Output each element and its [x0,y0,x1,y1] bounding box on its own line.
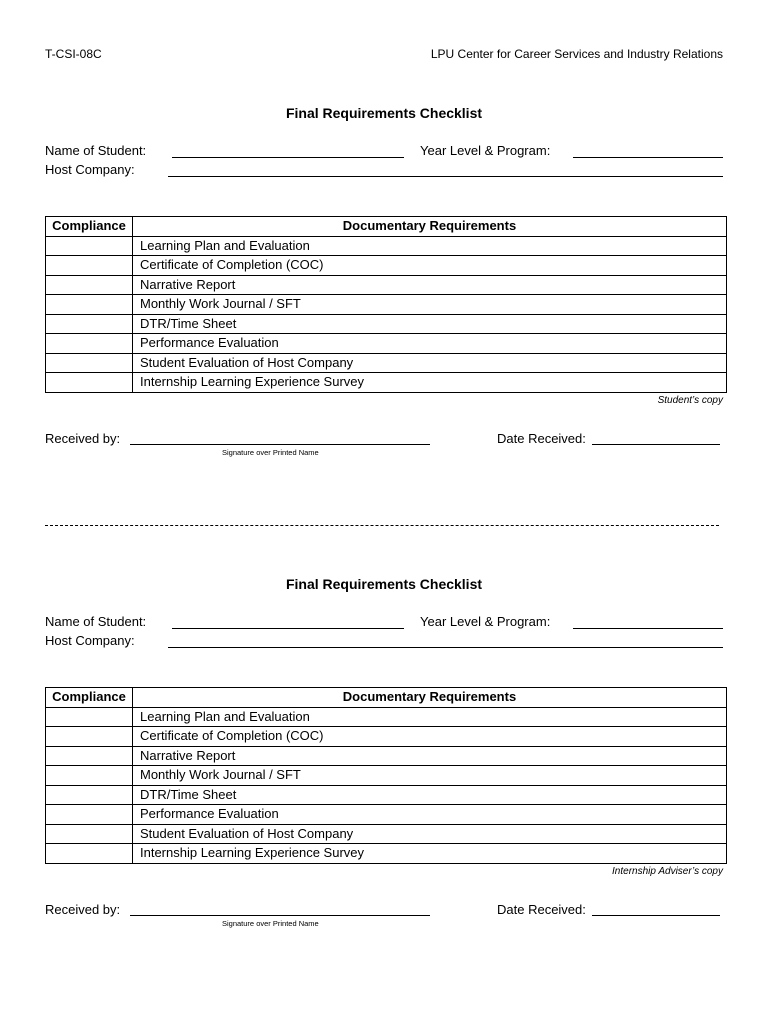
compliance-cell[interactable] [46,824,133,844]
copy-label: Internship Adviser’s copy [612,866,723,877]
student-name-field[interactable] [172,157,404,158]
requirement-cell: Monthly Work Journal / SFT [133,295,727,315]
student-name-field[interactable] [172,628,404,629]
compliance-header: Compliance [46,688,133,708]
table-row [46,314,727,334]
table-row [46,805,727,825]
compliance-cell[interactable] [46,707,133,727]
signature-caption: Signature over Printed Name [222,919,319,928]
requirement-cell: Narrative Report [133,275,727,295]
year-program-label: Year Level & Program: [420,614,551,629]
compliance-cell[interactable] [46,314,133,334]
compliance-header: Compliance [46,217,133,237]
form-title: Final Requirements Checklist [285,105,483,121]
host-company-field[interactable] [168,647,723,648]
table-row [46,824,727,844]
table-row [46,785,727,805]
requirement-cell: Performance Evaluation [133,334,727,354]
host-company-label: Host Company: [45,162,135,177]
requirement-cell: Monthly Work Journal / SFT [133,766,727,786]
requirement-cell: Certificate of Completion (COC) [133,727,727,747]
table-row [46,844,727,864]
signature-caption: Signature over Printed Name [222,448,319,457]
requirement-cell: Student Evaluation of Host Company [133,353,727,373]
host-company-label: Host Company: [45,633,135,648]
requirements-table [45,216,727,393]
form-code: T-CSI-08C [45,47,102,61]
compliance-cell[interactable] [46,766,133,786]
compliance-cell[interactable] [46,334,133,354]
requirement-cell: Internship Learning Experience Survey [133,373,727,393]
office-name: LPU Center for Career Services and Industry Relations [430,47,723,61]
year-program-field[interactable] [573,628,723,629]
table-row [46,334,727,354]
compliance-cell[interactable] [46,256,133,276]
compliance-cell[interactable] [46,373,133,393]
date-received-label: Date Received: [497,902,586,917]
year-program-field[interactable] [573,157,723,158]
requirement-cell: Learning Plan and Evaluation [133,236,727,256]
requirement-cell: DTR/Time Sheet [133,314,727,334]
table-row [46,373,727,393]
received-by-field[interactable] [130,915,430,916]
date-received-field[interactable] [592,444,720,445]
requirement-cell: Student Evaluation of Host Company [133,824,727,844]
compliance-cell[interactable] [46,353,133,373]
compliance-cell[interactable] [46,236,133,256]
table-row [46,256,727,276]
requirement-cell: Narrative Report [133,746,727,766]
table-row [46,275,727,295]
requirements-table [45,687,727,864]
table-row [46,707,727,727]
student-name-label: Name of Student: [45,143,147,158]
requirement-cell: Performance Evaluation [133,805,727,825]
compliance-cell[interactable] [46,805,133,825]
requirement-cell: DTR/Time Sheet [133,785,727,805]
date-received-field[interactable] [592,915,720,916]
table-row [46,746,727,766]
table-header-row [46,217,727,237]
copy-label: Student’s copy [657,395,723,406]
received-by-field[interactable] [130,444,430,445]
received-by-label: Received by: [45,431,121,446]
table-row [46,236,727,256]
compliance-cell[interactable] [46,727,133,747]
compliance-cell[interactable] [46,295,133,315]
compliance-cell[interactable] [46,746,133,766]
form-title: Final Requirements Checklist [285,576,483,592]
compliance-cell[interactable] [46,844,133,864]
table-row [46,353,727,373]
requirement-cell: Learning Plan and Evaluation [133,707,727,727]
compliance-cell[interactable] [46,785,133,805]
table-row [46,766,727,786]
requirements-header: Documentary Requirements [133,217,727,237]
cut-line-divider [45,525,719,526]
host-company-field[interactable] [168,176,723,177]
compliance-cell[interactable] [46,275,133,295]
year-program-label: Year Level & Program: [420,143,551,158]
student-name-label: Name of Student: [45,614,147,629]
requirements-header: Documentary Requirements [133,688,727,708]
table-row [46,727,727,747]
received-by-label: Received by: [45,902,121,917]
requirement-cell: Certificate of Completion (COC) [133,256,727,276]
date-received-label: Date Received: [497,431,586,446]
requirement-cell: Internship Learning Experience Survey [133,844,727,864]
table-header-row [46,688,727,708]
table-row [46,295,727,315]
